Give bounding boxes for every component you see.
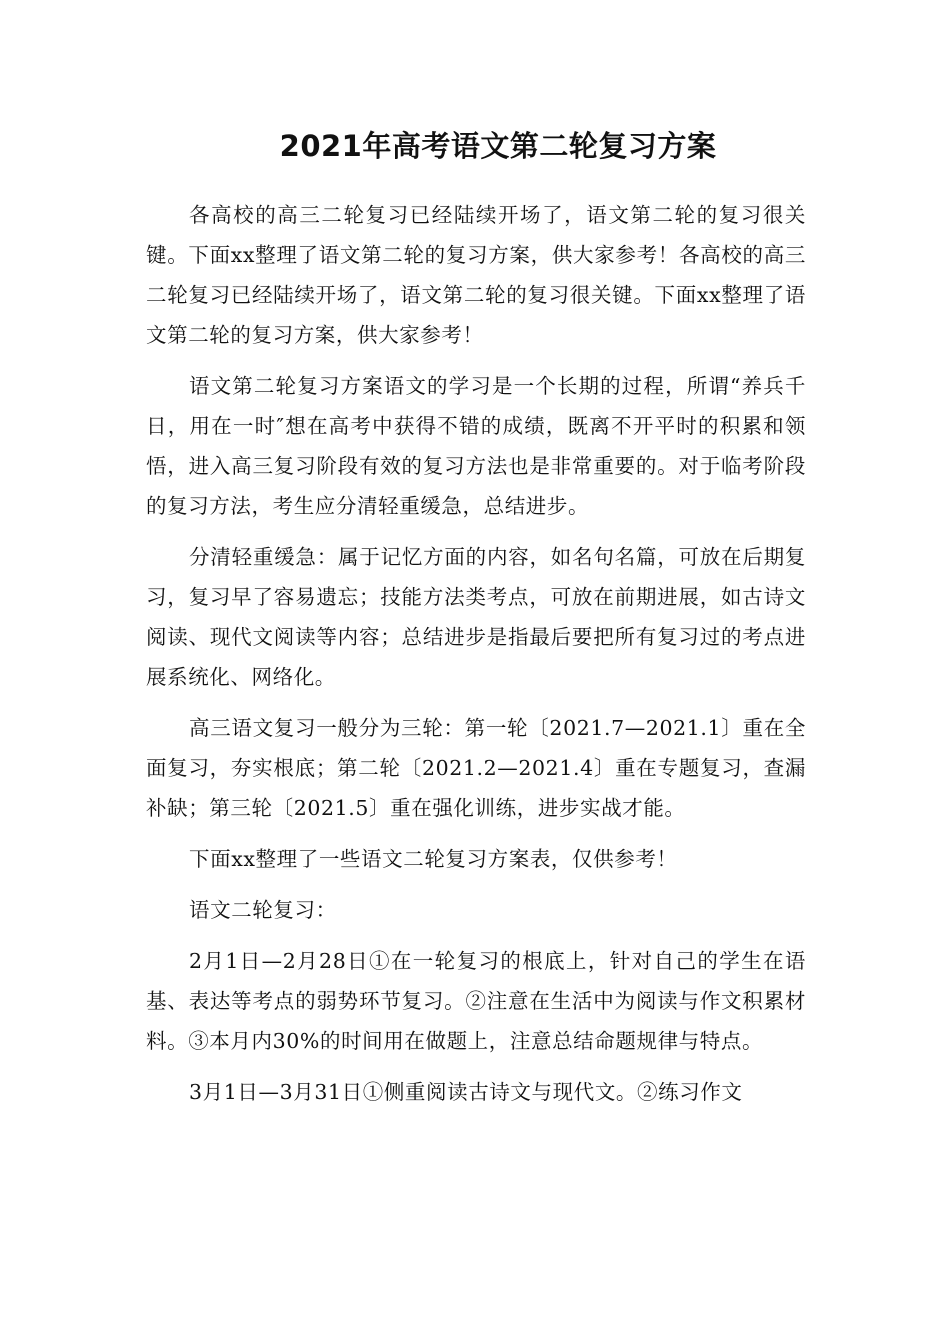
document-title: 2021年高考语文第二轮复习方案 [279, 129, 717, 163]
paragraph-february-plan: 2月1日—2月28日①在一轮复习的根底上，针对自己的学生在语基、表达等考点的弱势环节复习。②注意在生活中为阅读与作文积累材料。③本月内30%的时间用在做题上，注意总结命题规律与特点。 [146, 949, 806, 1053]
paragraph-plan-intro: 下面xx整理了一些语文二轮复习方案表，仅供参考！ [189, 847, 678, 871]
paragraph-second-round-heading: 语文二轮复习： [189, 898, 337, 922]
paragraph-method: 语文第二轮复习方案语文的学习是一个长期的过程，所谓“养兵千日，用在一时″想在高考中获得不错的成绩，既离不开平时的积累和领悟，进入高三复习阶段有效的复习方法也是非常重要的。对于临考阶段的复习方法，考生应分清轻重缓急，总结进步。 [146, 374, 806, 518]
paragraph-three-rounds: 高三语文复习一般分为三轮：第一轮〔2021.7—2021.1〕重在全面复习，夯实根底；第二轮〔2021.2—2021.4〕重在专题复习，查漏补缺；第三轮〔2021.5〕重在强化训练，进步实战才能。 [146, 716, 806, 820]
paragraph-march-plan: 3月1日—3月31日①侧重阅读古诗文与现代文。②练习作文 [189, 1080, 743, 1104]
paragraph-intro: 各高校的高三二轮复习已经陆续开场了，语文第二轮的复习很关键。下面xx整理了语文第二轮的复习方案，供大家参考！各高校的高三二轮复习已经陆续开场了，语文第二轮的复习很关键。下面xx整理了语文第二轮的复习方案，供大家参考！ [146, 203, 806, 347]
paragraph-priorities: 分清轻重缓急：属于记忆方面的内容，如名句名篇，可放在后期复习，复习早了容易遗忘；技能方法类考点，可放在前期进展，如古诗文阅读、现代文阅读等内容；总结进步是指最后要把所有复习过的考点进展系统化、网络化。 [146, 545, 806, 689]
